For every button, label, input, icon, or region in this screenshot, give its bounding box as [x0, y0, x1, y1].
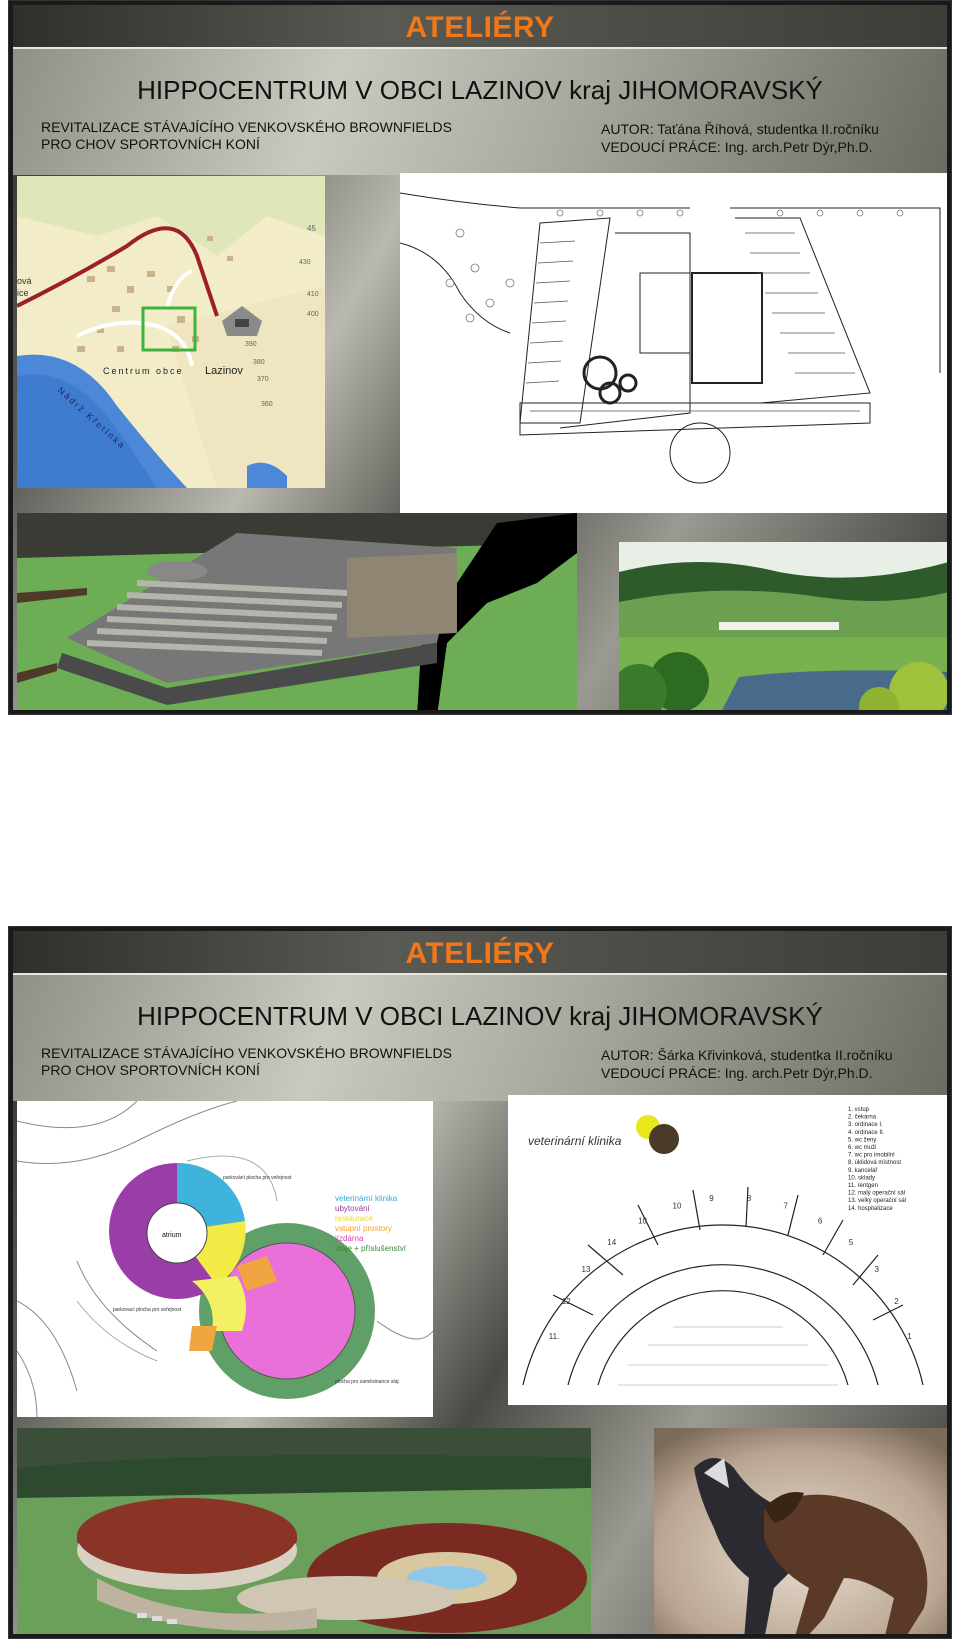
clinic-room-number: 1 [907, 1332, 912, 1341]
clinic-room-number: 10 [638, 1216, 648, 1226]
clinic-room-number: 2 [894, 1296, 899, 1306]
slide-2-background [13, 931, 947, 1634]
landscape-photo [619, 542, 947, 710]
clinic-floor-plan [508, 1095, 947, 1405]
slide-2-supervisor: VEDOUCÍ PRÁCE: Ing. arch.Petr Dýr,Ph.D. [601, 1065, 873, 1081]
slide-2-credits [601, 1046, 893, 1082]
slide-2-subtitle-line1: REVITALIZACE STÁVAJÍCÍHO VENKOVSKÉHO BROWNFIELDS [41, 1045, 453, 1061]
slide-1-credits [601, 120, 879, 156]
clinic-room-legend-item: 5. wc ženy [848, 1137, 877, 1144]
clinic-room-number: 5 [848, 1237, 854, 1247]
map-edge-label-1: ová [17, 276, 32, 286]
map-contour-label: 45 [307, 224, 316, 233]
slide-1-header-bar [13, 5, 947, 49]
map-edge-label-2: ice [17, 288, 29, 298]
clinic-room-number: 8 [746, 1194, 752, 1203]
slide-1-background [13, 5, 947, 710]
map-village-label: Lazinov [205, 365, 243, 377]
clinic-room-legend-item: 9. kancelář [848, 1167, 878, 1174]
clinic-room-legend-item: 10. sklady [848, 1175, 876, 1182]
map-contour-label: 400 [307, 311, 319, 318]
slide-2-header-title: ATELIÉRY [405, 937, 555, 970]
slide-2-subtitle [41, 1045, 452, 1079]
zoning-parking-label: parkovací plocha pro veřejnost [113, 1307, 182, 1313]
slide-2-header [13, 931, 947, 1101]
slide-2-subtitle-line2: PRO CHOV SPORTOVNÍCH KONÍ [41, 1062, 260, 1078]
slide-1 [8, 0, 952, 715]
zoning-legend-item: restaurace [335, 1214, 373, 1223]
clinic-room-number: 12 [561, 1296, 571, 1306]
clinic-room-legend-item: 7. wc pro imobilní [848, 1152, 895, 1159]
horses-photo [654, 1428, 947, 1634]
map-contour-label: 370 [257, 376, 269, 383]
slide-2-header-bar [13, 931, 947, 975]
clinic-room-number: 13 [581, 1265, 591, 1274]
map-contour-label: 380 [253, 359, 265, 366]
zoning-legend-item: stáje + příslušenství [335, 1244, 406, 1253]
zoning-legend-item: jízdárna [335, 1234, 364, 1243]
slide-1-supervisor: VEDOUCÍ PRÁCE: Ing. arch.Petr Dýr,Ph.D. [601, 139, 873, 155]
slide-2 [8, 926, 952, 1639]
zoning-legend-item: veterinární klinika [335, 1194, 398, 1203]
zoning-legend-item: vstupní prostory [335, 1224, 392, 1233]
slide-1-author: AUTOR: Taťána Říhová, studentka II.ročníku [601, 121, 879, 137]
location-map [17, 176, 325, 488]
aerial-3d-render [17, 513, 577, 710]
slide-1-subtitle-line1: REVITALIZACE STÁVAJÍCÍHO VENKOVSKÉHO BROWNFIELDS [41, 119, 453, 135]
clinic-logo-text: veterinární klinika [528, 1134, 622, 1148]
clinic-room-legend-item: 6. wc muži [848, 1145, 877, 1151]
clinic-room-legend-item: 8. úklidová místnost [848, 1160, 902, 1167]
clinic-room-number: 9 [709, 1194, 714, 1203]
slide-1-project-title: HIPPOCENTRUM V OBCI LAZINOV kraj JIHOMORAVSKÝ [137, 75, 823, 105]
clinic-room-number: 14 [607, 1237, 617, 1247]
clinic-room-number: 3 [874, 1265, 879, 1274]
clinic-room-legend-item: 14. hospitalizace [848, 1205, 893, 1212]
map-contour-label: 430 [299, 259, 311, 266]
clinic-room-number: 6 [817, 1216, 823, 1226]
map-contour-label: 410 [307, 291, 319, 298]
slide-1-subtitle [41, 119, 452, 153]
zoning-atrium-label: atrium [162, 1232, 182, 1239]
clinic-room-legend-item: 1. vstup [848, 1107, 870, 1113]
clinic-room-number: 7 [783, 1201, 788, 1211]
clinic-room-number: 11. [548, 1332, 560, 1341]
zoning-plan [17, 1101, 433, 1417]
clinic-room-legend-item: 11. rentgen [848, 1183, 878, 1189]
site-plan-drawing [400, 173, 947, 513]
zoning-parking-label: parkování plocha pro veřejnost [223, 1175, 292, 1181]
clinic-room-legend-item: 3. ordinace I. [848, 1122, 883, 1129]
slide-2-project-title: HIPPOCENTRUM V OBCI LAZINOV kraj JIHOMORAVSKÝ [137, 1001, 823, 1031]
map-contour-label: 360 [261, 401, 273, 408]
clinic-room-legend-item: 13. velký operační sál [848, 1198, 907, 1205]
clinic-room-legend-item: 2. čekárna [848, 1114, 877, 1121]
slide-1-header [13, 5, 947, 175]
zoning-legend-item: ubytování [335, 1204, 370, 1213]
clinic-room-number: 10 [672, 1201, 682, 1211]
slide-1-subtitle-line2: PRO CHOV SPORTOVNÍCH KONÍ [41, 136, 260, 152]
clinic-room-legend-item: 4. ordinace II. [848, 1129, 885, 1136]
map-reservoir-label: Nádrž Křetínka [55, 385, 128, 452]
circular-building-render [17, 1428, 591, 1634]
map-contour-label: 390 [245, 341, 257, 348]
map-center-label: Centrum obce [103, 366, 184, 376]
slide-2-author: AUTOR: Šárka Křivinková, studentka II.ročníku [601, 1047, 893, 1063]
clinic-room-legend-item: 12. malý operační sál [848, 1190, 906, 1197]
zoning-parking-label: plocha pro zaměstnance stáj [335, 1379, 399, 1385]
slide-1-header-title: ATELIÉRY [405, 11, 555, 44]
